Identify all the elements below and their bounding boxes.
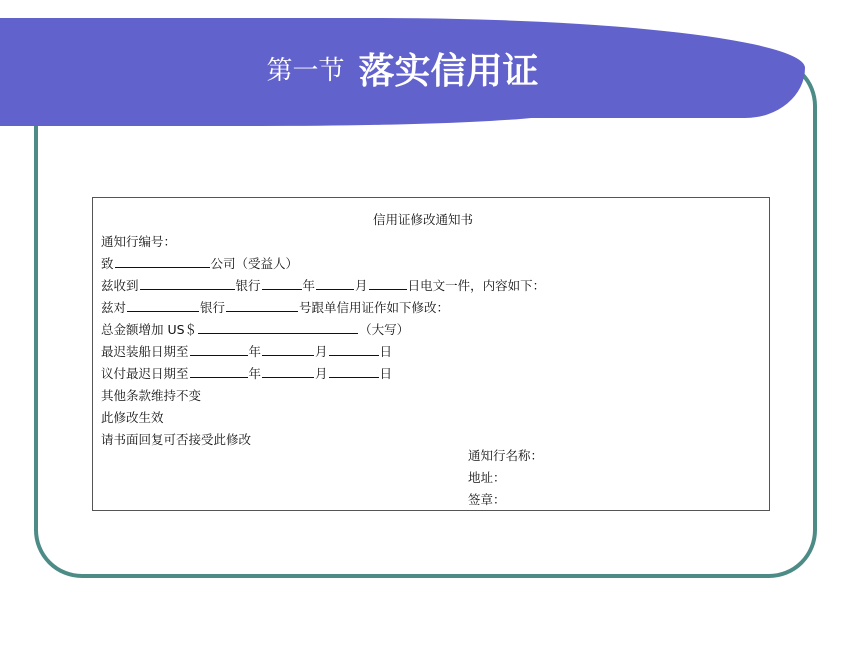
seal-label: 签章：	[468, 492, 506, 507]
other-terms-line: 其他条款维持不变	[101, 388, 202, 403]
section-label: 第一节	[266, 55, 345, 86]
title-text: 落实信用证	[358, 49, 539, 92]
amendment-notice-document	[92, 197, 770, 511]
latest-negotiation-line: 议付最迟日期至 年 月 日	[101, 366, 393, 381]
advising-bank-name-label: 通知行名称：	[468, 448, 544, 463]
reply-line: 请书面回复可否接受此修改	[101, 432, 252, 447]
latest-shipment-line: 最迟装船日期至 年 月 日	[101, 344, 393, 359]
slide-title	[0, 18, 805, 118]
addressee-line: 致 公司（受益人）	[101, 256, 299, 271]
received-line: 兹收到 银行 年 月 日电文一件，内容如下：	[101, 278, 546, 293]
address-label: 地址：	[468, 470, 506, 485]
notice-number-line: 通知行编号：	[101, 234, 177, 249]
amendment-line: 兹对 银行 号跟单信用证作如下修改：	[101, 300, 450, 315]
document-heading: 信用证修改通知书	[373, 212, 474, 227]
effective-line: 此修改生效	[101, 410, 164, 425]
amount-line: 总金额增加 US＄ （大写）	[101, 322, 410, 337]
